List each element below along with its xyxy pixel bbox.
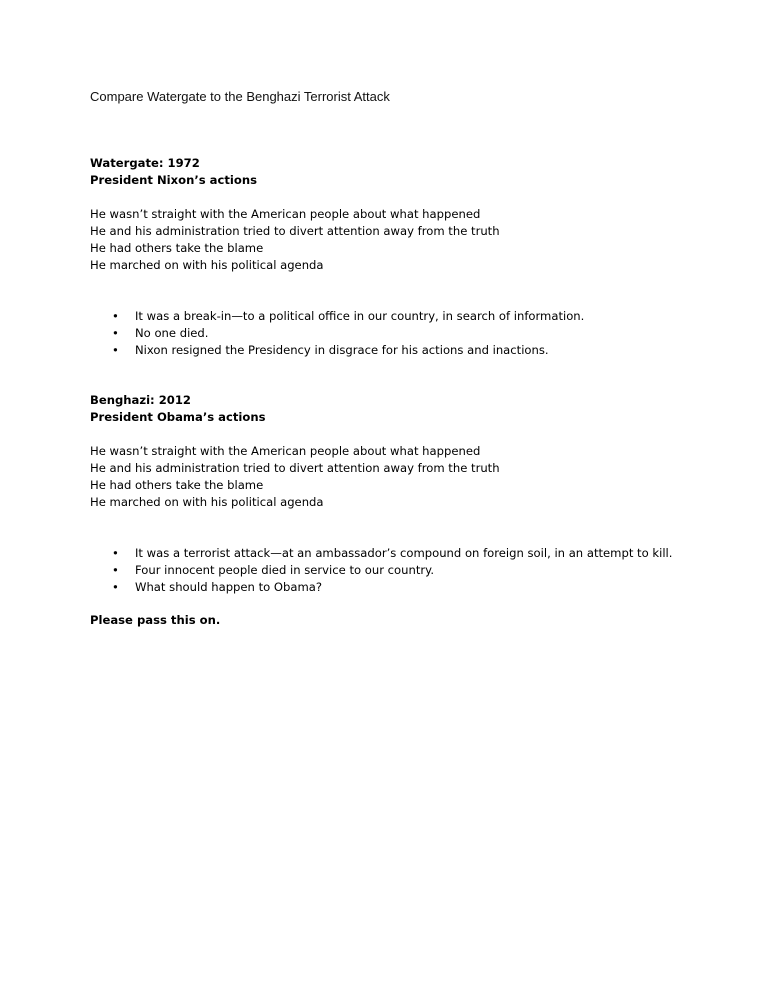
watergate-line: He wasn’t straight with the American people about what happened bbox=[90, 207, 481, 221]
watergate-line: He and his administration tried to divert attention away from the truth bbox=[90, 224, 500, 238]
benghazi-line: He and his administration tried to divert attention away from the truth bbox=[90, 461, 500, 475]
watergate-subheading: President Nixon’s actions bbox=[90, 173, 257, 187]
list-item: • No one died. bbox=[112, 326, 209, 340]
benghazi-subheading: President Obama’s actions bbox=[90, 410, 266, 424]
bullet-icon: • bbox=[112, 343, 119, 357]
watergate-bullet-list bbox=[90, 308, 730, 359]
watergate-heading: Watergate: 1972 bbox=[90, 156, 200, 170]
benghazi-line: He had others take the blame bbox=[90, 478, 264, 492]
bullet-icon: • bbox=[112, 580, 119, 594]
bullet-icon: • bbox=[112, 563, 119, 577]
list-item: • It was a terrorist attack—at an ambassador’s compound on foreign soil, in an attempt to kill. bbox=[112, 546, 673, 560]
benghazi-line: He wasn’t straight with the American people about what happened bbox=[90, 444, 481, 458]
closing-text: Please pass this on. bbox=[90, 613, 221, 627]
list-item: • What should happen to Obama? bbox=[112, 580, 323, 594]
watergate-line: He had others take the blame bbox=[90, 241, 264, 255]
bullet-icon: • bbox=[112, 546, 119, 560]
watergate-section bbox=[90, 155, 730, 274]
benghazi-section bbox=[90, 392, 730, 511]
bullet-icon: • bbox=[112, 326, 119, 340]
benghazi-line: He marched on with his political agenda bbox=[90, 495, 324, 509]
benghazi-heading: Benghazi: 2012 bbox=[90, 393, 191, 407]
list-item: • It was a break-in—to a political office in our country, in search of information. bbox=[112, 309, 585, 323]
benghazi-bullet-list bbox=[90, 545, 730, 596]
watergate-line: He marched on with his political agenda bbox=[90, 258, 324, 272]
document-title: Compare Watergate to the Benghazi Terrorist Attack bbox=[90, 89, 390, 104]
bullet-icon: • bbox=[112, 309, 119, 323]
list-item: • Four innocent people died in service to our country. bbox=[112, 563, 435, 577]
list-item: • Nixon resigned the Presidency in disgrace for his actions and inactions. bbox=[112, 343, 549, 357]
